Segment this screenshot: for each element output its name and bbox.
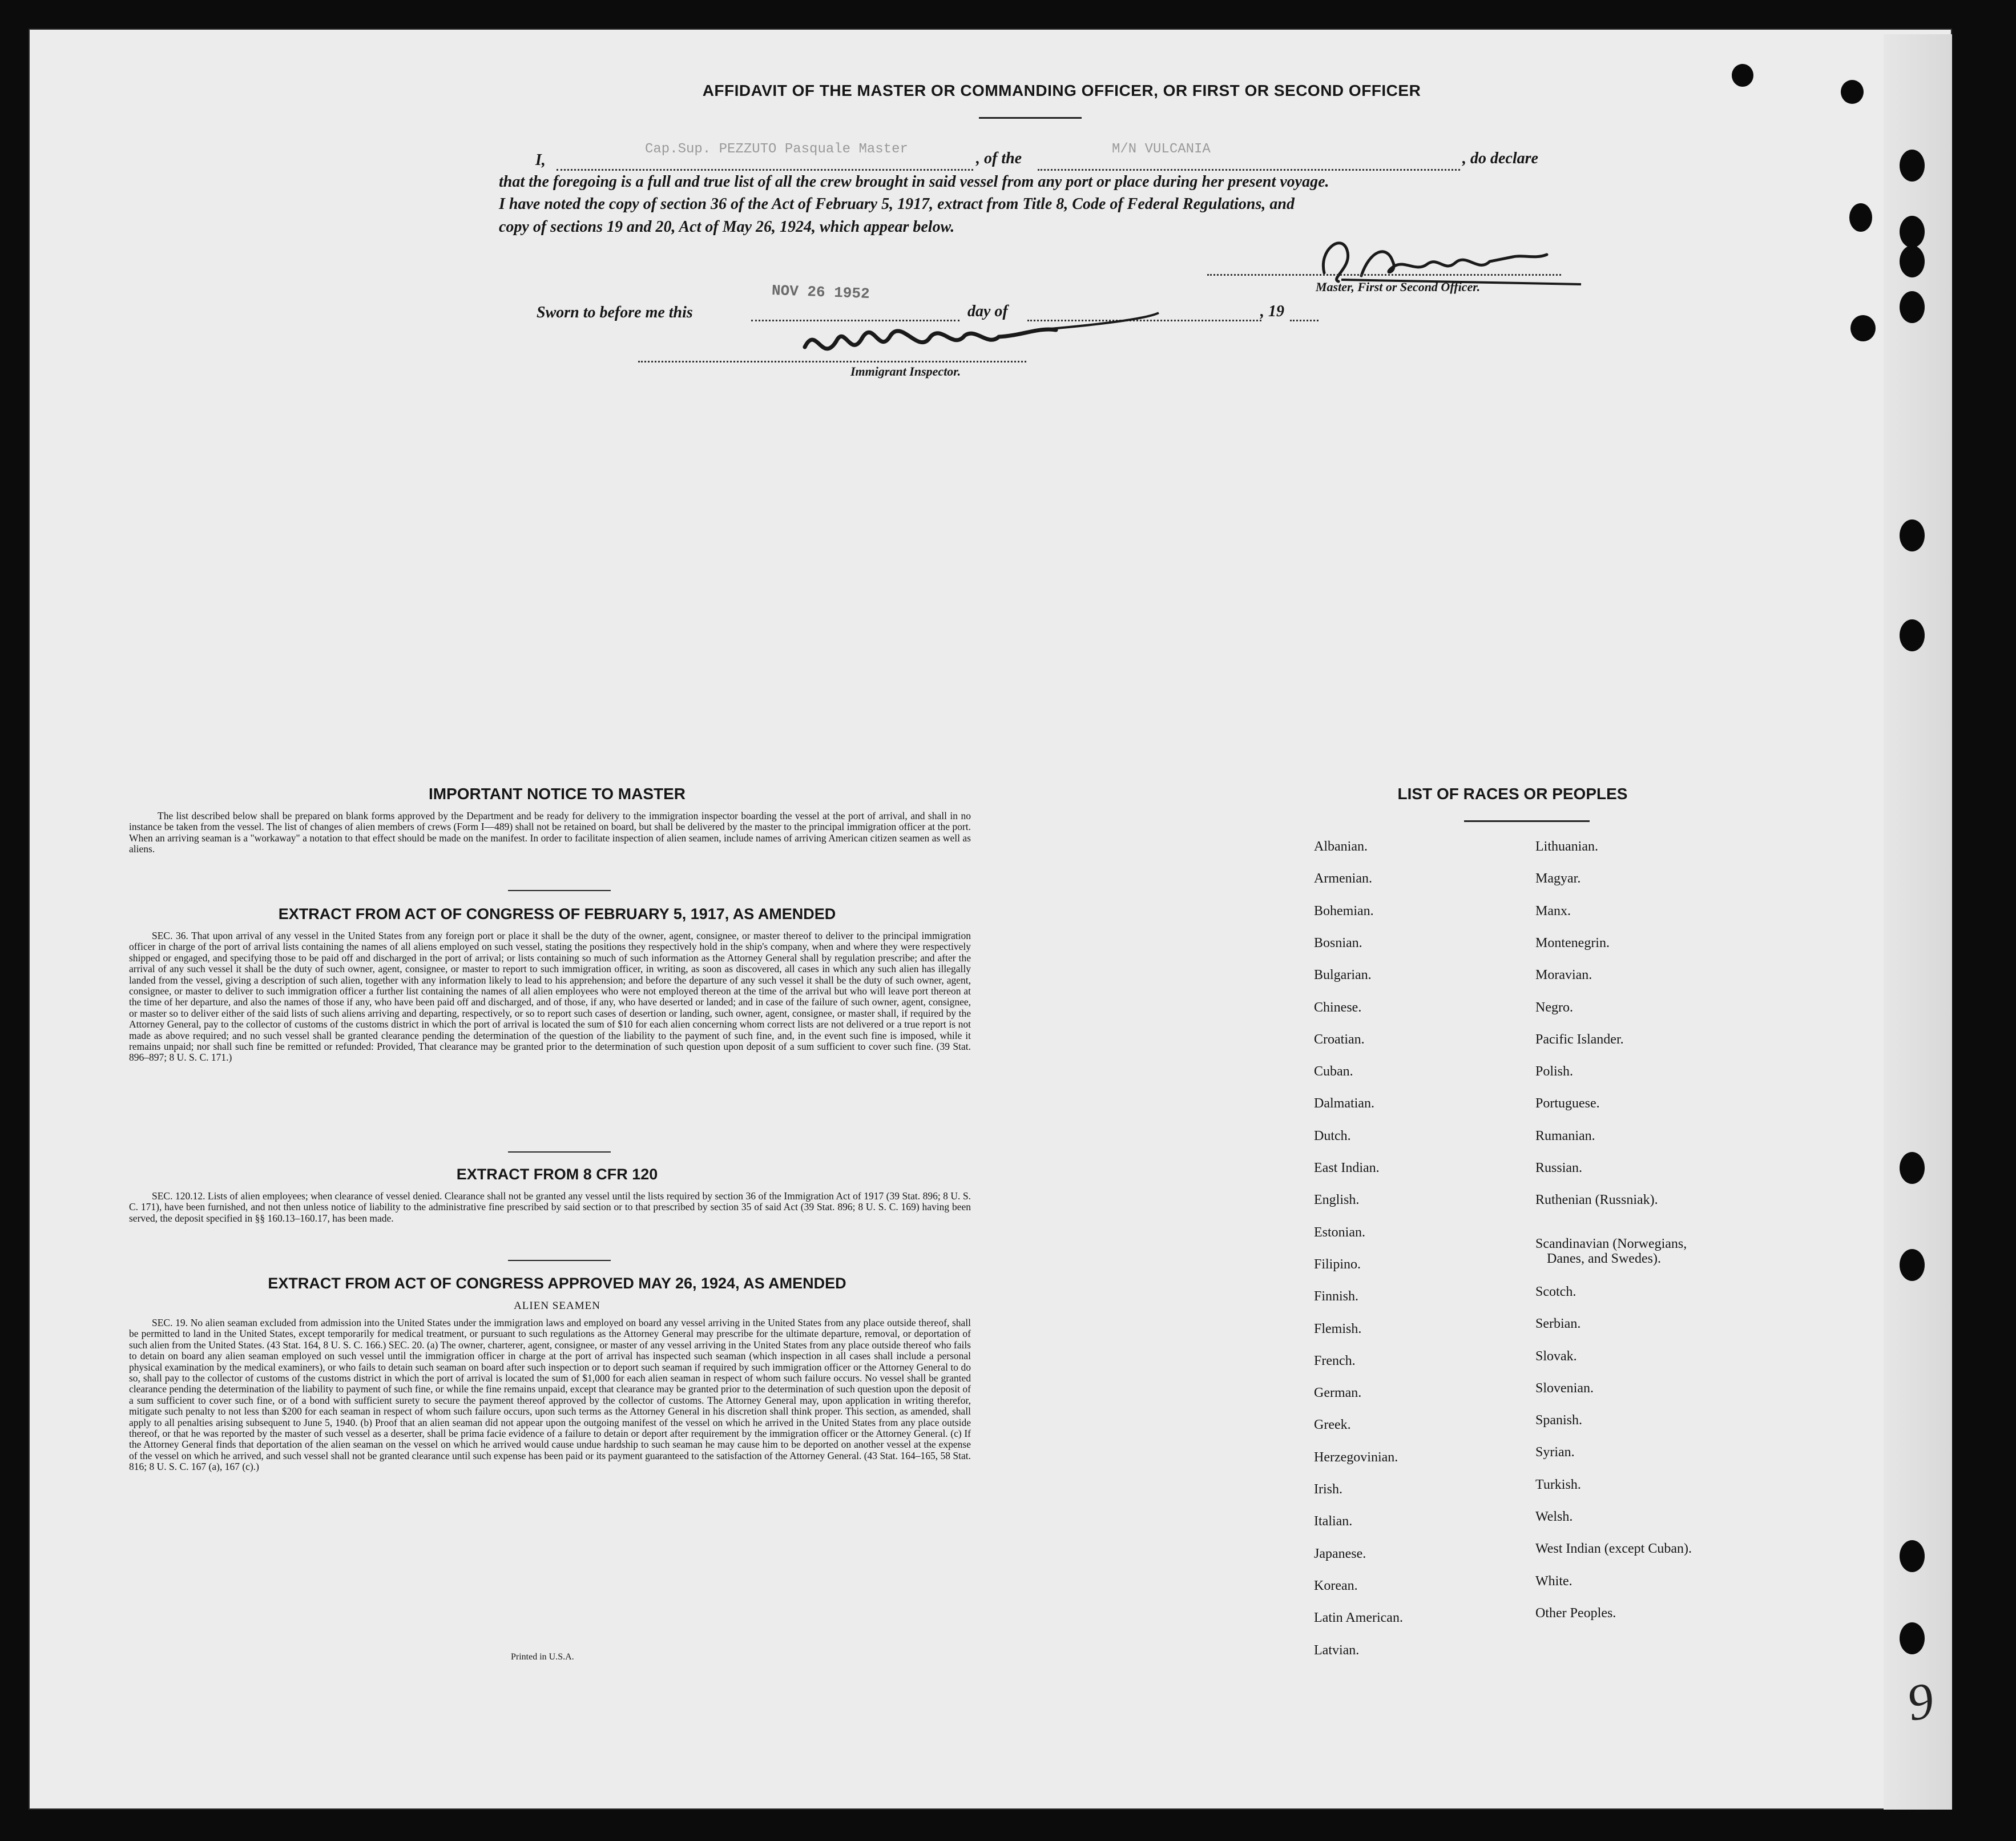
master-caption: Master, First or Second Officer. bbox=[1316, 280, 1481, 294]
sworn-text: Sworn to before me this bbox=[537, 304, 693, 321]
race-item: Bohemian. bbox=[1314, 903, 1374, 919]
punch-hole bbox=[1900, 216, 1925, 248]
notice-title: IMPORTANT NOTICE TO MASTER bbox=[428, 785, 686, 803]
race-item: Ruthenian (Russniak). bbox=[1535, 1193, 1658, 1208]
race-item: East Indian. bbox=[1314, 1161, 1380, 1175]
extract-1917-rule bbox=[508, 1151, 611, 1153]
affidavit-line-2: that the foregoing is a full and true list of all the crew brought in said vessel from any port or place during her present voyage. bbox=[499, 173, 1329, 191]
race-item: Pacific Islander. bbox=[1535, 1032, 1624, 1047]
race-item: Dalmatian. bbox=[1314, 1096, 1374, 1111]
printed-in-usa: Printed in U.S.A. bbox=[511, 1652, 574, 1662]
race-item: Finnish. bbox=[1314, 1289, 1359, 1304]
punch-hole bbox=[1841, 80, 1864, 104]
year-prefix: , 19 bbox=[1260, 303, 1284, 320]
race-item: Lithuanian. bbox=[1535, 839, 1598, 854]
race-item: French. bbox=[1314, 1353, 1356, 1368]
race-item: Magyar. bbox=[1535, 871, 1581, 887]
race-item: Russian. bbox=[1535, 1161, 1583, 1175]
punch-hole bbox=[1900, 291, 1925, 323]
inspector-caption: Immigrant Inspector. bbox=[850, 364, 961, 378]
race-item: West Indian (except Cuban). bbox=[1535, 1541, 1692, 1557]
alien-seamen-subtitle: ALIEN SEAMEN bbox=[514, 1300, 600, 1312]
date-stamp: NOV 26 1952 bbox=[771, 282, 870, 303]
year-line bbox=[1290, 320, 1319, 321]
extract-cfr-title: EXTRACT FROM 8 CFR 120 bbox=[456, 1166, 658, 1183]
race-item: Slovenian. bbox=[1535, 1380, 1594, 1396]
race-item: Portuguese. bbox=[1535, 1096, 1600, 1111]
vessel-name-value: M/N VULCANIA bbox=[1112, 142, 1211, 157]
race-item: Other Peoples. bbox=[1535, 1605, 1616, 1621]
race-item: Chinese. bbox=[1314, 1000, 1362, 1015]
punch-hole bbox=[1850, 315, 1876, 341]
race-item: Cuban. bbox=[1314, 1064, 1353, 1079]
race-item: Dutch. bbox=[1314, 1128, 1351, 1143]
race-item: Estonian. bbox=[1314, 1224, 1365, 1240]
inspector-signature bbox=[782, 301, 1182, 376]
race-item: Latvian. bbox=[1314, 1642, 1360, 1658]
punch-hole bbox=[1900, 619, 1925, 651]
affidavit-i: I, bbox=[535, 151, 546, 169]
affidavit-line-4: copy of sections 19 and 20, Act of May 26, 1924, which appear below. bbox=[499, 218, 955, 236]
race-item: White. bbox=[1535, 1573, 1573, 1589]
punch-hole bbox=[1900, 245, 1925, 277]
punch-hole bbox=[1900, 1622, 1925, 1654]
punch-hole bbox=[1900, 1152, 1925, 1184]
day-of-text: day of bbox=[967, 303, 1008, 320]
extract-1917-title: EXTRACT FROM ACT OF CONGRESS OF FEBRUARY 5, 1917, AS AMENDED bbox=[278, 905, 836, 922]
race-item: Armenian. bbox=[1314, 871, 1372, 887]
race-item: Albanian. bbox=[1314, 839, 1368, 854]
master-signature-line bbox=[1207, 274, 1561, 276]
handwritten-page-mark: 9 bbox=[1902, 1671, 1938, 1733]
race-item: Slovak. bbox=[1535, 1348, 1577, 1364]
race-item: Scandinavian (Norwegians, bbox=[1535, 1236, 1687, 1251]
extract-cfr-rule bbox=[508, 1260, 611, 1261]
punch-hole bbox=[1849, 203, 1872, 232]
race-item: Montenegrin. bbox=[1535, 935, 1610, 950]
race-item: Scotch. bbox=[1535, 1284, 1576, 1299]
race-item: Korean. bbox=[1314, 1578, 1358, 1593]
race-item: Welsh. bbox=[1535, 1509, 1573, 1524]
notice-body: The list described below shall be prepared on blank forms approved by the Department and be ready for delivery to the immigration inspector boarding the vessel at the port of arrival, and shall in no instance be taken from the vessel. The list of changes of alien members of crews (Form I—489) shall not be retained on board, but shall be delivered by the master to the principal immigration officer at the port. When an arriving seaman is a "workaway" a notation to that effect should be made on the manifest. In order to facilitate inspection of alien seamen, include names of arriving American citizen seamen as well as aliens. bbox=[129, 810, 971, 855]
title-rule bbox=[979, 117, 1082, 119]
race-item: Manx. bbox=[1535, 903, 1571, 919]
race-item: Polish. bbox=[1535, 1064, 1574, 1079]
race-item: English. bbox=[1314, 1193, 1360, 1208]
master-name-value: Cap.Sup. PEZZUTO Pasquale Master bbox=[645, 142, 908, 157]
vessel-line bbox=[1038, 169, 1460, 171]
race-item: Turkish. bbox=[1535, 1477, 1581, 1492]
affidavit-title: AFFIDAVIT OF THE MASTER OR COMMANDING OFFICER, OR FIRST OR SECOND OFFICER bbox=[702, 82, 1421, 99]
race-item: Spanish. bbox=[1535, 1413, 1583, 1428]
race-item: Croatian. bbox=[1314, 1032, 1365, 1047]
races-rule bbox=[1464, 820, 1590, 822]
race-item: Italian. bbox=[1314, 1514, 1353, 1529]
race-item: Moravian. bbox=[1535, 968, 1592, 983]
punch-hole bbox=[1900, 1249, 1925, 1281]
race-item: Negro. bbox=[1535, 1000, 1573, 1015]
extract-1924-body: SEC. 19. No alien seaman excluded from admission into the United States under the immigration laws and employed on board any vessel arriving in the United States from any place outside thereof, shall be permitted to land in the United States, except temporarily for medical treatment, or pursuant to such regulations as the Attorney General may prescribe for the ultimate departure, removal, or deportation of such alien from the United States. (43 Stat. 164, 8 U. S. C. 166.) SEC. 20. (a) The owner, charterer, agent, consignee, or master of any vessel arriving in the United States from any place outside thereof who fails to detain on board any alien seaman employed on such vessel until the immigration officer in charge at the port of arrival has inspected such seaman (which inspection in all cases shall include a personal physical examination by the medical examiners), or who fails to detain such seaman on board after such inspection or to deport such seaman if required by such immigration officer or the Attorney General to do so, shall pay to the collector of customs of the customs district in which the port of arrival is located the sum of $1,000 for each alien seaman in respect of whom such failure occurs. No vessel shall be granted clearance pending the determination of the liability to payment of such fine, or while the fine remains unpaid, except that clearance may be granted prior to the determination of such question upon the deposit of a sum sufficient to cover such fine, or of a bond with sufficient surety to secure the payment thereof approved by the collector of customs. The Attorney General may, upon application in writing therefor, mitigate such penalty to not less than $200 for each seaman in respect of whom such failure occurs, upon such terms as the Attorney General in his discretion shall think proper. This section, as amended, shall apply to all penalties arising subsequent to June 5, 1940. (b) Proof that an alien seaman did not appear upon the outgoing manifest of the vessel on which he arrived in the United States from any place outside thereof, or that he was reported by the master of such vessel as a deserter, shall be prima facie evidence of a failure to detain or deport after requirement by the immigration officer or the Attorney General. (c) If the Attorney General finds that deportation of the alien seaman on the vessel on which he arrived would cause undue hardship to such seaman he may cause him to be deported on another vessel at the expense of the vessel on which he arrived, and such vessel shall not be granted clearance until such expense has been paid or its payment guaranteed to the satisfaction of the Attorney General. (43 Stat. 164–165, 58 Stat. 816; 8 U. S. C. 167 (a), 167 (c).) bbox=[129, 1317, 971, 1473]
punch-hole bbox=[1900, 519, 1925, 551]
master-name-line bbox=[557, 169, 973, 171]
extract-1917-body: SEC. 36. That upon arrival of any vessel in the United States from any foreign port or place it shall be the duty of the owner, agent, consignee, or master thereof to deliver to the principal immigration officer in charge of the port of arrival lists containing the names of all aliens employed on such vessel, stating the positions they respectively hold in the ship's company, when and where they were respectively shipped or engaged, and specifying those to be paid off and discharged in the port of arrival; or lists containing so much of such information as the Attorney General shall by regulation prescribe; and after the arrival of any such vessel it shall be the duty of such owner, agent, consignee, or master to report to such immigration officer, in writing, as soon as discovered, all cases in which any such alien has illegally landed from the vessel, giving a description of such alien, together with any information likely to lead to his apprehension; and before the departure of any such vessel it shall be the duty of such owner, agent, consignee, or master to deliver to such immigration officer a further list containing the names of all alien employees who were not employed thereon at the time of the arrival but who will leave port thereon at the time of her departure, and also the names of those if any, who have been paid off and discharged, and of those, if any, who have deserted or landed; and in case of the failure of such owner, agent, consignee, or master so to deliver either of the said lists of such aliens arriving and departing, respectively, or so to report such cases of desertion or landing, such owner, agent, consignee, or master shall, if required by the Attorney General, pay to the collector of customs of the customs district in which the port of arrival is located the sum of $10 for each alien concerning whom correct lists are not delivered or a true report is not made as above required; and no such vessel shall be granted clearance pending the determination of the question of the liability to the payment of such fine, and, in the event such fine is imposed, while it remains unpaid; nor shall such fine be remitted or refunded: Provided, That clearance may be granted prior to the determination of such question upon deposit of a sum sufficient to cover such fine. (39 Stat. 896–897; 8 U. S. C. 171.) bbox=[129, 930, 971, 1063]
races-title: LIST OF RACES OR PEOPLES bbox=[1397, 785, 1628, 803]
do-declare-text: , do declare bbox=[1462, 150, 1538, 167]
of-the-text: , of the bbox=[976, 150, 1022, 167]
race-item: Flemish. bbox=[1314, 1321, 1362, 1336]
punch-hole bbox=[1900, 1540, 1925, 1572]
race-item: Danes, and Swedes). bbox=[1547, 1251, 1661, 1266]
race-item: Bulgarian. bbox=[1314, 968, 1372, 983]
race-item: Irish. bbox=[1314, 1482, 1342, 1497]
race-item: Japanese. bbox=[1314, 1546, 1366, 1561]
race-item: Syrian. bbox=[1535, 1445, 1575, 1460]
race-item: Rumanian. bbox=[1535, 1128, 1595, 1143]
punch-hole bbox=[1900, 150, 1925, 182]
race-item: German. bbox=[1314, 1385, 1362, 1401]
race-item: Greek. bbox=[1314, 1417, 1351, 1433]
race-item: Herzegovinian. bbox=[1314, 1449, 1398, 1465]
notice-rule bbox=[508, 890, 611, 891]
inspector-signature-line bbox=[638, 361, 1026, 362]
affidavit-line-3: I have noted the copy of section 36 of the Act of February 5, 1917, extract from Title 8, Code of Federal Regulations, and bbox=[499, 195, 1295, 213]
extract-1924-title: EXTRACT FROM ACT OF CONGRESS APPROVED MAY 26, 1924, AS AMENDED bbox=[268, 1275, 846, 1292]
race-item: Serbian. bbox=[1535, 1316, 1581, 1332]
race-item: Filipino. bbox=[1314, 1256, 1361, 1272]
extract-cfr-body: SEC. 120.12. Lists of alien employees; when clearance of vessel denied. Clearance shall not be granted any vessel until the lists required by section 36 of the Immigration Act of 1917 (39 Stat. 896; 8 U. S. C. 171), have been furnished, and not then unless notice of liability to the administrative fine prescribed by said section or to that prescribed by section 35 of said Act (39 Stat. 896; 8 U. S. C. 169) having been served, the deposit specified in §§ 160.13–160.17, has been made. bbox=[129, 1190, 971, 1224]
race-item: Bosnian. bbox=[1314, 935, 1362, 950]
race-item: Latin American. bbox=[1314, 1610, 1403, 1626]
